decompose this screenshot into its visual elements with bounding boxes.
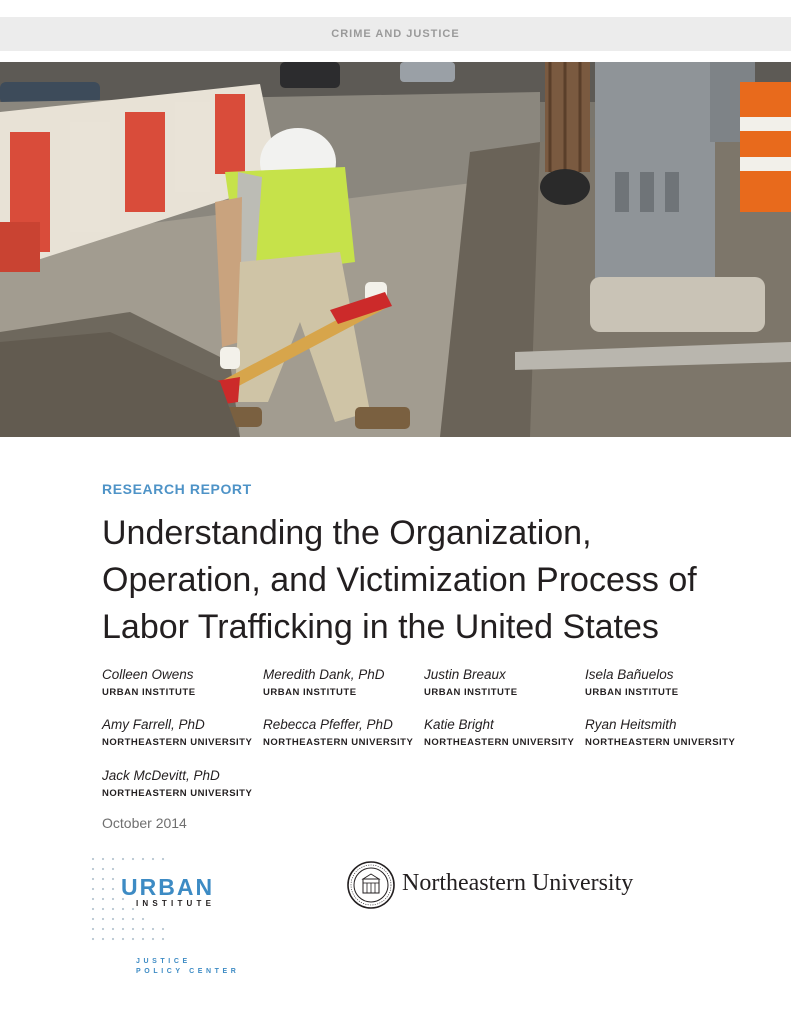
author-affiliation: NORTHEASTERN UNIVERSITY [585,737,736,748]
report-title-line: Operation, and Victimization Process of [102,561,697,599]
author-affiliation: URBAN INSTITUTE [263,687,357,698]
author-affiliation: NORTHEASTERN UNIVERSITY [424,737,575,748]
author-affiliation: URBAN INSTITUTE [424,687,518,698]
author-name: Katie Bright [424,717,494,732]
author-name: Colleen Owens [102,667,194,682]
center-name-line1: JUSTICE [136,958,191,965]
author-name: Justin Breaux [424,667,506,682]
cover-photo [0,62,791,437]
center-name-line2: POLICY CENTER [136,968,240,975]
urban-logo-subtitle: INSTITUTE [136,899,216,908]
report-title-line: Understanding the Organization, [102,514,592,552]
report-type-label: RESEARCH REPORT [102,481,252,497]
author-entry [102,716,262,750]
publication-date: October 2014 [102,815,187,831]
author-affiliation: URBAN INSTITUTE [585,687,679,698]
author-entry [263,716,423,750]
report-title [102,510,762,651]
author-entry [102,767,262,801]
author-affiliation: URBAN INSTITUTE [102,687,196,698]
author-entry [102,666,262,700]
author-affiliation: NORTHEASTERN UNIVERSITY [102,788,253,799]
cover-photo-illustration [0,62,791,437]
author-entry [424,716,584,750]
section-banner [0,17,791,51]
author-name: Isela Bañuelos [585,667,674,682]
author-affiliation: NORTHEASTERN UNIVERSITY [102,737,253,748]
author-entry [263,666,423,700]
northeastern-logo-name: Northeastern University [402,870,634,896]
author-entry [424,666,584,700]
author-affiliation: NORTHEASTERN UNIVERSITY [263,737,414,748]
author-name: Ryan Heitsmith [585,717,677,732]
author-entry [585,716,745,750]
section-label: CRIME AND JUSTICE [331,28,460,40]
author-name: Amy Farrell, PhD [102,717,205,732]
urban-logo-word: URBAN [121,874,215,900]
report-title-line: Labor Trafficking in the United States [102,608,659,646]
northeastern-seal-icon [347,861,395,909]
author-name: Rebecca Pfeffer, PhD [263,717,393,732]
author-name: Jack McDevitt, PhD [102,768,220,783]
author-entry [585,666,745,700]
author-name: Meredith Dank, PhD [263,667,385,682]
